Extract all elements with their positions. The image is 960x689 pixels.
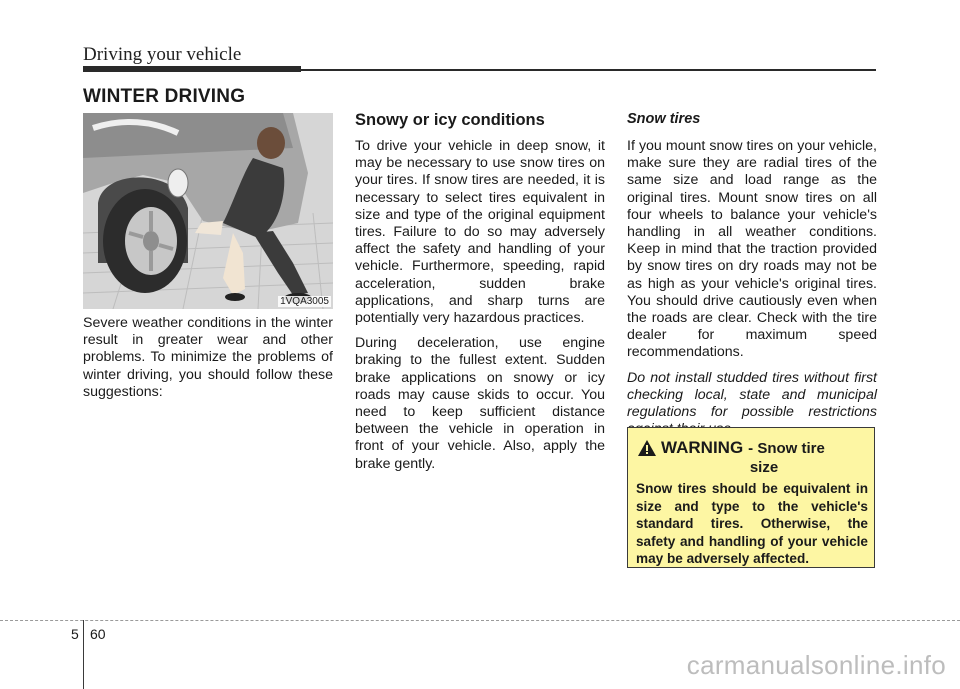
page-number: 60 [90, 626, 106, 642]
header-rule-thick [83, 66, 301, 72]
warning-word: WARNING [661, 438, 744, 457]
column-2 [355, 138, 605, 481]
header-rule-thin [301, 69, 876, 71]
warning-triangle-icon [638, 440, 656, 456]
chapter-number: 5 [71, 626, 79, 642]
footer-rule [0, 620, 960, 621]
snow-tires-paragraph-1: If you mount snow tires on your vehicle, make sure they are radial tires of the same size and load range as the original tires. Mount snow tires on all four wheels to balance your vehicle's handling in all weather conditions. Keep in mind that the traction provided by snow tires on dry roads may not be as high as your vehicle's original tires. You should drive cautiously even when the roads are clear. Check with the tire dealer for maximum speed recommendations. [627, 138, 877, 361]
tire-illustration-image [83, 113, 333, 309]
snowy-icy-paragraph-2: During deceleration, use engine braking to the fullest extent. Sudden brake applications on snowy or icy roads may cause skids to occur. You need to keep sufficient distance between the vehicle in operation in front of your vehicle. Also, apply the brake gently. [355, 335, 605, 472]
snowy-icy-paragraph-1: To drive your vehicle in deep snow, it may be necessary to use snow tires on your tires. If snow tires are needed, it is necessary to select tires equivalent in size and type of the original equipment tires. Failure to do so may adversely affect the safety and handling of your vehicle. Furthermore, speeding, rapid acceleration, sudden brake applications, and sharp turns are potentially very hazardous practices. [355, 138, 605, 327]
intro-paragraph: Severe weather conditions in the winter result in greater wear and other problems. To minimize the problems of winter driving, you should follow these suggestions: [83, 315, 333, 400]
warning-subtitle-line2: size [749, 459, 779, 476]
footer-divider [83, 620, 84, 689]
warning-header [638, 438, 868, 476]
warning-body: Snow tires should be equivalent in size and type to the vehicle's standard tires. Otherwise, the safety and handling of your vehicle may be adversely affected. [636, 481, 868, 566]
running-header: Driving your vehicle [83, 44, 242, 65]
snowy-icy-heading: Snowy or icy conditions [355, 111, 545, 129]
warning-subtitle-line1: - Snow tire [748, 439, 825, 457]
column-1 [83, 315, 333, 409]
winter-tire-illustration [83, 113, 333, 309]
column-3 [627, 138, 877, 446]
snow-tires-heading: Snow tires [627, 111, 701, 127]
warning-box [627, 427, 875, 568]
studded-tires-paragraph: Do not install studded tires without first checking local, state and municipal regulations for possible restrictions [627, 369, 877, 421]
site-watermark: carmanualsonline.info [686, 650, 946, 680]
figure-caption: 1VQA3005 [280, 296, 329, 307]
section-title: WINTER DRIVING [83, 86, 246, 107]
